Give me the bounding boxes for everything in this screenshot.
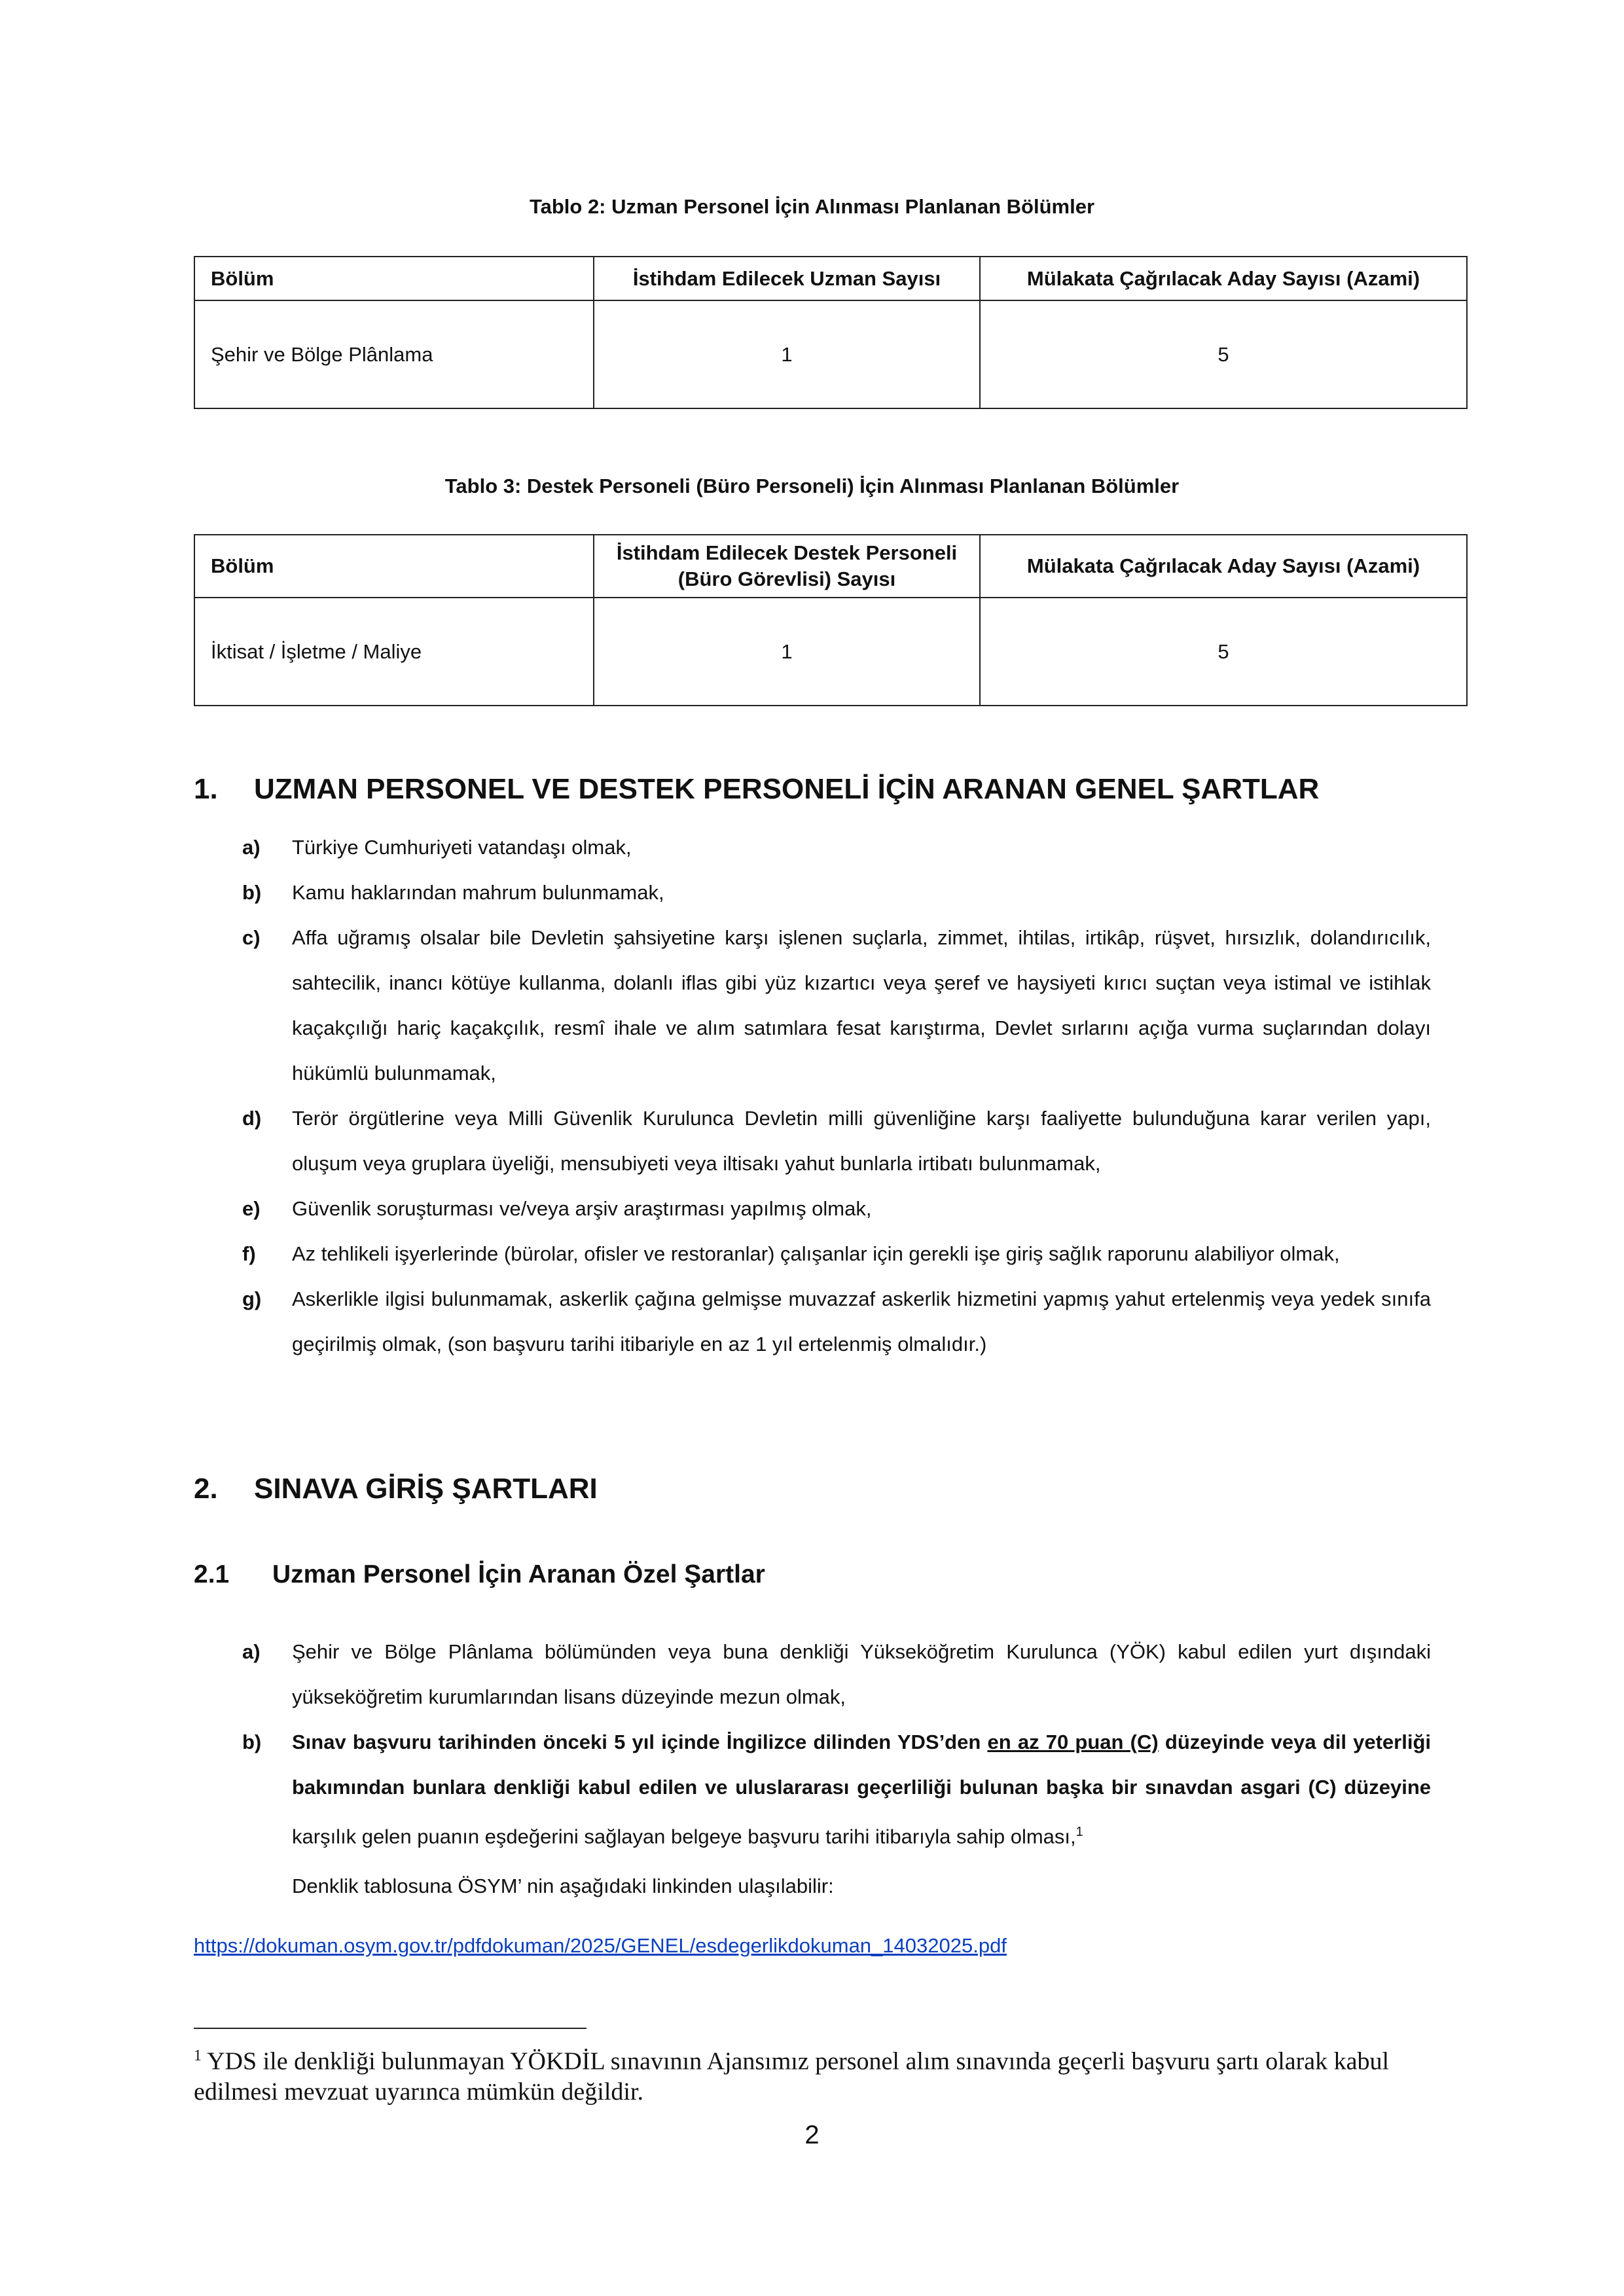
table2-cell-bolum: Şehir ve Bölge Plânlama: [194, 300, 594, 408]
section1-list: [194, 825, 1431, 1367]
table2-header-bolum: Bölüm: [194, 257, 594, 300]
list-item-text: Şehir ve Bölge Plânlama bölümünden veya buna denkliği Yükseköğretim Kurulunca (YÖK) kabul edilen yurt dışındaki yükseköğretim kurumlarından lisans düzeyinde mezun olmak,: [292, 1640, 1431, 1708]
list-marker: a): [242, 836, 261, 859]
footnote-mark: 1: [194, 2047, 202, 2064]
table2-caption: Tablo 2: Uzman Personel İçin Alınması Planlanan Bölümler: [529, 195, 1095, 218]
table-row: [194, 300, 1467, 408]
table3: [194, 534, 1468, 706]
section1-heading: [194, 773, 1319, 806]
footnote-text: YDS ile denkliği bulunmayan YÖKDİL sınavının Ajansımız personel alım sınavında geçerli başvuru şartı olarak kabul edilmesi mevzuat uyarınca mümkün değildir.: [194, 2047, 1390, 2106]
list-item: [194, 1629, 1431, 1719]
list-item: [194, 1719, 1431, 1859]
table3-header-destek-line2: (Büro Görevlisi) Sayısı: [677, 567, 896, 590]
page-number: 2: [804, 2121, 820, 2149]
denklik-text: Denklik tablosuna ÖSYM’ nin aşağıdaki linkinden ulaşılabilir:: [292, 1874, 834, 1897]
table3-cell-destek: 1: [594, 598, 980, 706]
table3-header-mulakat: Mülakata Çağrılacak Aday Sayısı (Azami): [980, 535, 1467, 598]
list-marker: b): [242, 1731, 262, 1753]
section2-heading: [194, 1473, 598, 1505]
list-item: [194, 825, 1431, 870]
footnote-reference[interactable]: 1: [1075, 1825, 1083, 1839]
list-item: [194, 1096, 1431, 1186]
table2-header-row: [194, 257, 1467, 300]
item-b-bold-1: Sınav başvuru tarihinden önceki 5 yıl içinde İngilizce dilinden YDS’den: [292, 1731, 988, 1753]
list-marker: b): [242, 881, 262, 904]
list-marker: g): [242, 1287, 262, 1310]
list-item: [194, 870, 1431, 915]
list-marker: c): [242, 926, 261, 949]
list-item-text: Kamu haklarından mahrum bulunmamak,: [292, 881, 664, 904]
table2-cell-uzman: 1: [594, 300, 980, 408]
item-b-bold-2: düzeyinde veya dil yeterliği bakımından bunlara denkliği kabul edilen ve uluslararası geçerliliği bulunan başka bir sınavdan asgari (C) düzeyine: [292, 1731, 1432, 1799]
list-item-text: Güvenlik soruşturması ve/veya arşiv araştırması yapılmış olmak,: [292, 1197, 872, 1220]
list-marker: a): [242, 1640, 261, 1663]
list-marker: e): [242, 1197, 261, 1220]
table3-header-row: [194, 535, 1467, 598]
list-marker: f): [242, 1242, 256, 1265]
section1-title: UZMAN PERSONEL VE DESTEK PERSONELİ İÇİN ARANAN GENEL ŞARTLAR: [254, 773, 1320, 805]
table2-header-mulakat: Mülakata Çağrılacak Aday Sayısı (Azami): [980, 257, 1467, 300]
table2-cell-mulakat: 5: [980, 300, 1467, 408]
table2-header-uzman: İstihdam Edilecek Uzman Sayısı: [594, 257, 980, 300]
list-item: [194, 915, 1431, 1096]
table3-cell-mulakat: 5: [980, 598, 1467, 706]
list-item-text: Türkiye Cumhuriyeti vatandaşı olmak,: [292, 836, 632, 859]
list-item-text: Askerlikle ilgisi bulunmamak, askerlik çağına gelmişse muvazzaf askerlik hizmetini yapmış yahut ertelenmiş veya yedek sınıfa geçirilmiş olmak, (son başvuru tarihi itibariyle en az 1 yıl ertelenmiş olmalıdır.): [292, 1287, 1431, 1355]
item-b-normal: karşılık gelen puanın eşdeğerini sağlayan belgeye başvuru tarihi itibarıyla sahip olması,: [292, 1825, 1076, 1848]
section21-list: [194, 1629, 1431, 1859]
list-item-text: Az tehlikeli işyerlerinde (bürolar, ofisler ve restoranlar) çalışanlar için gerekli işe giriş sağlık raporunu alabiliyor olmak,: [292, 1242, 1340, 1265]
table3-caption: Tablo 3: Destek Personeli (Büro Personeli) İçin Alınması Planlanan Bölümler: [444, 475, 1180, 497]
list-item: [194, 1276, 1431, 1367]
list-marker: d): [242, 1107, 262, 1130]
list-item: [194, 1186, 1431, 1231]
table-row: [194, 598, 1467, 706]
section21-title: Uzman Personel İçin Aranan Özel Şartlar: [272, 1560, 765, 1588]
section1-number: 1.: [194, 773, 218, 805]
section2-title: SINAVA GİRİŞ ŞARTLARI: [254, 1473, 598, 1505]
footnote: [194, 2041, 1437, 2107]
footnote-separator: [194, 2028, 586, 2029]
section21-heading: [194, 1560, 765, 1589]
list-item: [194, 1231, 1431, 1276]
table3-header-destek: [594, 535, 980, 598]
table3-header-destek-line1: İstihdam Edilecek Destek Personeli: [616, 541, 958, 564]
section2-number: 2.: [194, 1473, 218, 1505]
list-item-text: Terör örgütlerine veya Milli Güvenlik Kurulunca Devletin milli güvenliğine karşı faaliyette bulunduğuna karar verilen yapı, oluşum veya gruplara üyeliği, mensubiyeti veya iltisakı yahut bunlarla irtibatı bulunmamak,: [292, 1107, 1431, 1175]
table2: [194, 256, 1468, 409]
list-item-text: Affa uğramış olsalar bile Devletin şahsiyetine karşı işlenen suçlarla, zimmet, ihtilas, irtikâp, rüşvet, hırsızlık, dolandırıcılık, sahtecilik, inancı kötüye kullanma, dolanlı iflas gibi yüz kızartıcı veya şeref ve haysiyeti kırıcı suçtan veya istimal ve istihlak kaçakçılığı hariç kaçakçılık, resmî ihale ve alım satımlara fesat karıştırma, Devlet sırlarını açığa vurma suçlarından dolayı hükümlü bulunmamak,: [292, 926, 1431, 1085]
table3-cell-bolum: İktisat / İşletme / Maliye: [194, 598, 594, 706]
item-b-underlined: en az 70 puan (C): [987, 1731, 1159, 1753]
section21-number: 2.1: [194, 1560, 230, 1588]
osym-link[interactable]: https://dokuman.osym.gov.tr/pdfdokuman/2025/GENEL/esdegerlikdokuman_14032025.pdf: [194, 1934, 1007, 1957]
table3-header-bolum: Bölüm: [194, 535, 594, 598]
